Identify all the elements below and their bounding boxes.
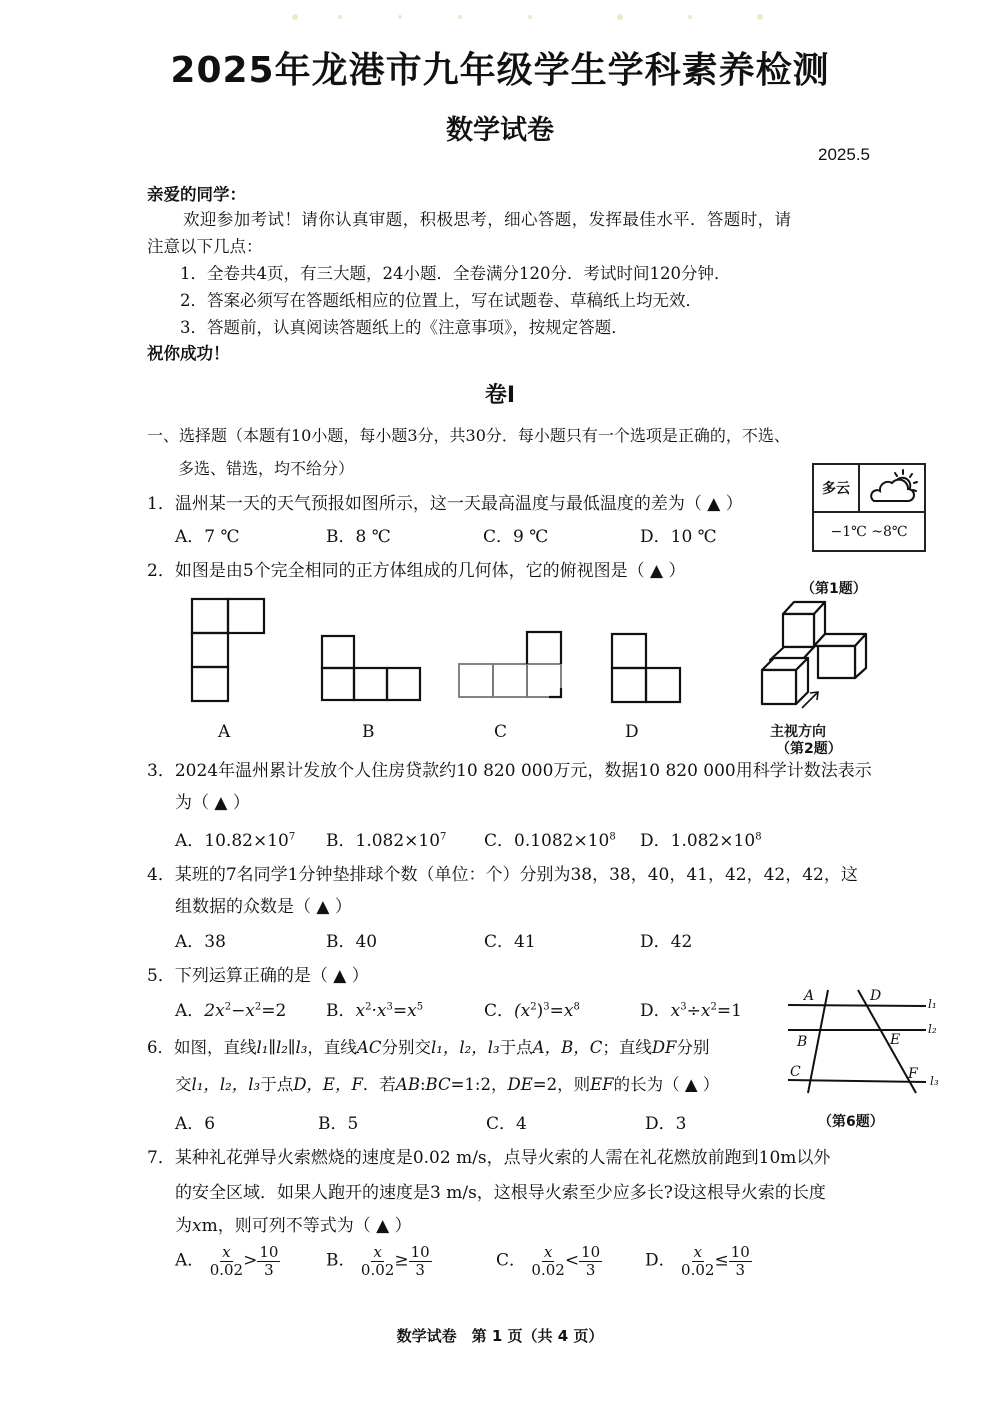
option-exponent: 7 <box>288 831 296 843</box>
option-label: D． <box>640 831 671 851</box>
option-label: B． <box>326 1250 356 1271</box>
fraction <box>579 1244 602 1278</box>
exponent: 8 <box>573 1001 580 1013</box>
q2-label-d: D <box>625 722 639 742</box>
math: l₁，l₂，l₃ <box>191 1075 261 1094</box>
line-l1 <box>788 1005 926 1006</box>
q1-option-c: C．9 ℃ <box>483 527 549 547</box>
text: ，直线 <box>307 1038 357 1057</box>
volume-heading: 卷Ⅰ <box>484 383 516 408</box>
numerator: 10 <box>581 1243 601 1261</box>
line-label-l3: l₃ <box>930 1074 939 1088</box>
q1-option-b: B．8 ℃ <box>326 527 391 547</box>
math: l₁∥l₂∥l₃ <box>256 1038 308 1057</box>
exam-title: 2025年龙港市九年级学生学科素养检测 <box>170 50 830 91</box>
math: BC <box>425 1075 451 1094</box>
denominator: 3 <box>264 1260 274 1279</box>
weather-icon-cell <box>860 465 924 513</box>
text: m，则可列不等式为（ ▲ ） <box>201 1216 412 1236</box>
math: D，E，F <box>293 1075 363 1094</box>
point-label-f: F <box>908 1066 918 1082</box>
option-mantissa: 0.1082×10 <box>514 831 610 851</box>
term: x <box>355 1001 366 1021</box>
rule-1: 1．全卷共4页，有三大题，24小题．全卷满分120分．考试时间120分钟． <box>180 264 731 283</box>
q7-option-c <box>496 1244 602 1278</box>
text: 的长为（ ▲ ） <box>613 1075 720 1094</box>
q2-stem: 2．如图是由5个完全相同的正方体组成的几何体，它的俯视图是（ ▲ ） <box>147 561 686 581</box>
q1-option-a: A．7 ℃ <box>175 527 240 547</box>
q3-stem-line-2: 为（ ▲ ） <box>175 793 250 813</box>
option-label: C． <box>496 1250 527 1271</box>
q3-option-b <box>326 826 446 851</box>
exam-date: 2025.5 <box>818 145 870 164</box>
option-label: A． <box>175 1250 205 1271</box>
q3-option-a <box>175 826 295 851</box>
math: DF <box>651 1038 677 1057</box>
numerator: x <box>373 1243 382 1261</box>
text: 于点 <box>260 1075 294 1094</box>
text: 分别交 <box>381 1038 431 1057</box>
text: : <box>419 1075 426 1094</box>
q2-label-a: A <box>218 722 231 742</box>
math: EF <box>590 1075 614 1094</box>
option-label: D． <box>640 1001 671 1021</box>
q7-stem-line-2: 的安全区域．如果人跑开的速度是3 m/s，这根导火索至少应多长?设这根导火索的长度 <box>175 1183 826 1203</box>
q5-option-c <box>484 996 580 1021</box>
scan-artifact <box>290 14 770 20</box>
rule-3: 3．答题前，认真阅读答题纸上的《注意事项》，按规定答题． <box>180 318 628 337</box>
term: 2x <box>204 1001 225 1021</box>
q2-label-b: B <box>362 722 375 742</box>
operator: ≥ <box>394 1250 409 1271</box>
point-label-d: D <box>870 988 882 1004</box>
text: 于点 <box>499 1038 533 1057</box>
intro-line-1: 欢迎参加考试！请你认真审题，积极思考，细心答题，发挥最佳水平．答题时，请 <box>183 210 792 229</box>
option-mantissa: 1.082×10 <box>355 831 441 851</box>
term: =x <box>392 1001 417 1021</box>
weather-label: 多云 <box>814 465 860 513</box>
q3-stem-line-1: 3．2024年温州累计发放个人住房贷款约10 820 000万元，数据10 820 000用科学计数法表示 <box>147 761 872 781</box>
line-label-l2: l₂ <box>928 1022 937 1036</box>
term: x <box>670 1001 681 1021</box>
text: =1:2， <box>450 1075 508 1094</box>
numerator: x <box>222 1243 231 1261</box>
point-label-c: C <box>790 1064 801 1080</box>
numerator: 10 <box>410 1243 430 1261</box>
term: ) <box>536 1001 544 1021</box>
rule-2: 2．答案必须写在答题纸相应的位置上，写在试题卷、草稿纸上均无效． <box>180 291 702 310</box>
exponent: 5 <box>416 1001 424 1013</box>
exponent: 3 <box>386 1001 393 1013</box>
option-label: C． <box>484 831 515 851</box>
option-label: B． <box>326 1001 356 1021</box>
text: ；直线 <box>602 1038 652 1057</box>
q6-stem-line-2 <box>175 1071 719 1095</box>
denominator: 3 <box>415 1260 425 1279</box>
fraction <box>729 1244 752 1278</box>
fraction <box>681 1244 714 1278</box>
math: AC <box>356 1038 382 1057</box>
numerator: x <box>693 1243 702 1261</box>
operator: < <box>564 1250 580 1271</box>
q2-cube-solid-figure <box>758 600 873 710</box>
main-view-direction-label: 主视方向 <box>770 724 826 740</box>
math: AB <box>395 1075 420 1094</box>
q4-stem-line-1: 4．某班的7名同学1分钟垫排球个数（单位：个）分别为38，38，40，41，42，42，42，这 <box>147 865 858 885</box>
exponent: 3 <box>680 1001 687 1013</box>
operator: ≤ <box>714 1250 729 1271</box>
point-label-e: E <box>890 1032 901 1048</box>
point-label-a: A <box>804 988 815 1004</box>
q4-stem-line-2: 组数据的众数是（ ▲ ） <box>175 897 352 917</box>
numerator: 10 <box>259 1243 279 1261</box>
page-footer: 数学试卷 第 1 页（共 4 页） <box>396 1327 604 1345</box>
q4-option-b: B．40 <box>326 932 378 952</box>
text: 交 <box>175 1075 192 1094</box>
intro-line-2: 注意以下几点： <box>147 237 263 256</box>
section-heading-line-2: 多选、错选，均不给分） <box>178 459 355 478</box>
q7-stem-line-3 <box>175 1211 412 1236</box>
q6-stem-line-1 <box>147 1034 710 1058</box>
option-label: D． <box>645 1250 676 1271</box>
math: x <box>192 1216 202 1236</box>
text: ．若 <box>362 1075 396 1094</box>
term: =2 <box>261 1001 287 1021</box>
q6-option-c: C．4 <box>486 1114 527 1134</box>
exponent: 3 <box>543 1001 550 1013</box>
fraction <box>531 1244 564 1278</box>
q5-option-d <box>640 996 742 1021</box>
q5-stem: 5．下列运算正确的是（ ▲ ） <box>147 966 369 986</box>
line-l3 <box>788 1080 926 1082</box>
point-label-b: B <box>797 1034 808 1050</box>
denominator: 0.02 <box>681 1260 715 1279</box>
exponent: 2 <box>254 1001 262 1013</box>
exam-subtitle: 数学试卷 <box>446 115 554 146</box>
fraction <box>409 1244 432 1278</box>
option-label: C． <box>484 1001 515 1021</box>
figure-6-caption: （第6题） <box>818 1114 884 1130</box>
text: =2，则 <box>532 1075 591 1094</box>
denominator: 0.02 <box>360 1260 395 1279</box>
option-exponent: 7 <box>440 831 447 843</box>
operator: > <box>243 1250 258 1271</box>
q4-option-d: D．42 <box>640 932 693 952</box>
figure-2-caption: （第2题） <box>776 741 842 757</box>
fraction <box>361 1244 394 1278</box>
q6-option-a: A．6 <box>175 1114 216 1134</box>
q2-option-b-figure <box>320 634 424 704</box>
q2-label-c: C <box>494 722 508 742</box>
q7-option-a <box>175 1244 280 1278</box>
denominator: 3 <box>735 1260 746 1279</box>
q6-option-b: B．5 <box>318 1114 359 1134</box>
text: 6．如图，直线 <box>147 1038 257 1057</box>
option-mantissa: 1.082×10 <box>670 831 756 851</box>
q3-option-c <box>484 826 616 851</box>
term: −x <box>231 1001 255 1021</box>
q1-stem: 1．温州某一天的天气预报如图所示，这一天最高温度与最低温度的差为（ ▲ ） <box>147 494 743 514</box>
exponent: 2 <box>530 1001 537 1013</box>
term: =1 <box>716 1001 742 1021</box>
cloud-sun-icon <box>860 465 924 511</box>
term: =x <box>549 1001 574 1021</box>
numerator: 10 <box>730 1243 750 1261</box>
q2-option-a-figure <box>190 597 266 703</box>
denominator: 0.02 <box>209 1260 244 1279</box>
q7-option-d <box>645 1244 752 1278</box>
q3-option-d <box>640 826 762 851</box>
term: ÷x <box>686 1001 711 1021</box>
math: l₁，l₂，l₃ <box>430 1038 500 1057</box>
greeting: 亲爱的同学： <box>147 185 246 204</box>
line-label-l1: l₁ <box>928 997 937 1011</box>
q7-stem-line-1: 7．某种礼花弹导火索燃烧的速度是0.02 m/s，点导火索的人需在礼花燃放前跑到10m以外 <box>147 1148 831 1168</box>
math: A，B，C <box>532 1038 603 1057</box>
q2-option-d-figure <box>610 632 682 704</box>
denominator: 3 <box>585 1260 596 1279</box>
math: DE <box>507 1075 533 1094</box>
fraction <box>257 1244 280 1278</box>
option-mantissa: 10.82×10 <box>204 831 289 851</box>
exponent: 2 <box>224 1001 232 1013</box>
closing: 祝你成功！ <box>147 344 230 363</box>
numerator: x <box>543 1243 553 1261</box>
text: 为 <box>175 1216 192 1236</box>
q5-option-b <box>326 996 423 1021</box>
option-exponent: 8 <box>609 831 616 843</box>
q6-option-d: D．3 <box>645 1114 687 1134</box>
section-heading-line-1: 一、选择题（本题有10小题，每小题3分，共30分．每小题只有一个选项是正确的，不选、 <box>147 426 790 445</box>
q1-option-d: D．10 ℃ <box>640 527 717 547</box>
exponent: 2 <box>710 1001 717 1013</box>
term: (x <box>514 1001 531 1021</box>
option-exponent: 8 <box>755 831 762 843</box>
text: 分别 <box>676 1038 710 1057</box>
q2-option-c-figure <box>457 630 565 702</box>
q5-option-a <box>175 996 286 1021</box>
weather-forecast-figure <box>812 463 926 552</box>
fraction <box>210 1244 243 1278</box>
term: ·x <box>371 1001 387 1021</box>
exponent: 2 <box>365 1001 372 1013</box>
q4-option-c: C．41 <box>484 932 536 952</box>
option-label: B． <box>326 831 356 851</box>
q4-option-a: A．38 <box>175 932 226 952</box>
option-label: A． <box>175 1001 205 1021</box>
figure-1-caption: （第1题） <box>801 581 867 597</box>
q7-option-b <box>326 1244 432 1278</box>
denominator: 0.02 <box>531 1260 565 1279</box>
option-label: A． <box>175 831 205 851</box>
temperature-range: −1℃ ~8℃ <box>830 523 908 540</box>
